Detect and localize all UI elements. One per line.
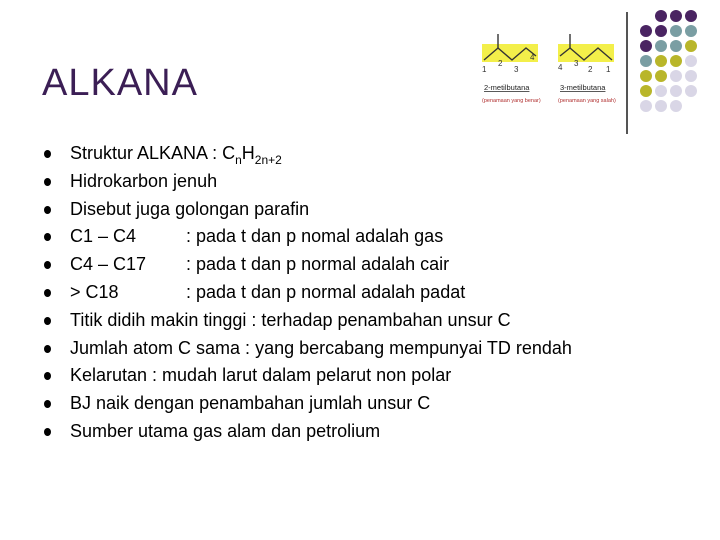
right-num-2: 2 — [588, 65, 593, 74]
decorative-dot — [640, 85, 652, 97]
left-num-2: 2 — [498, 59, 503, 68]
molecule-illustration — [478, 18, 618, 110]
decorative-dot — [655, 70, 667, 82]
decorative-dot — [640, 55, 652, 67]
decorative-dot — [655, 85, 667, 97]
left-num-1: 1 — [482, 65, 487, 74]
left-num-4: 4 — [530, 53, 535, 62]
decorative-dot — [655, 10, 667, 22]
vertical-divider — [626, 12, 628, 134]
bullet-dot-icon — [44, 233, 51, 241]
decorative-dot — [670, 70, 682, 82]
decorative-dot — [670, 25, 682, 37]
list-item: C4 – C17 : pada t dan p normal adalah cair — [44, 251, 572, 279]
decorative-dot — [685, 85, 697, 97]
bullet-dot-icon — [44, 317, 51, 325]
decorative-dot — [640, 40, 652, 52]
list-item: > C18 : pada t dan p normal adalah padat — [44, 279, 572, 307]
decorative-dot — [685, 25, 697, 37]
list-item: Titik didih makin tinggi : terhadap penambahan unsur C — [44, 307, 572, 335]
right-molecule-highlight — [558, 44, 614, 62]
list-item: BJ naik dengan penambahan jumlah unsur C — [44, 390, 572, 418]
bullet-dot-icon — [44, 206, 51, 214]
bullet-dot-icon — [44, 178, 51, 186]
decorative-dot — [640, 25, 652, 37]
decorative-dot — [670, 40, 682, 52]
bullet-list — [44, 140, 572, 446]
bullet-dot-icon — [44, 261, 51, 269]
decorative-dot — [670, 85, 682, 97]
bullet-dot-icon — [44, 345, 51, 353]
bullet-dot-icon — [44, 372, 51, 380]
decorative-dot — [655, 100, 667, 112]
decorative-dot — [685, 40, 697, 52]
left-molecule-caption: (penamaan yang benar) — [482, 98, 541, 104]
list-item: Jumlah atom C sama : yang bercabang mempunyai TD rendah — [44, 335, 572, 363]
left-num-3: 3 — [514, 65, 519, 74]
decorative-dot — [670, 100, 682, 112]
decorative-dot — [685, 55, 697, 67]
list-item: Struktur ALKANA : $C_nH_{2n+2}$ — [44, 140, 572, 168]
decorative-dot — [655, 25, 667, 37]
list-item: Disebut juga golongan parafin — [44, 196, 572, 224]
decorative-dot — [640, 70, 652, 82]
bullet-dot-icon — [44, 289, 51, 297]
right-num-4: 4 — [558, 63, 563, 72]
bullet-dot-icon — [44, 150, 51, 158]
right-num-3: 3 — [574, 59, 579, 68]
decorative-dot — [670, 55, 682, 67]
bullet-dot-icon — [44, 400, 51, 408]
decorative-dot — [655, 40, 667, 52]
right-molecule-name: 3-metilbutana — [560, 83, 606, 92]
right-molecule-caption: (penamaan yang salah) — [558, 98, 616, 104]
decorative-dot — [685, 70, 697, 82]
bullet-dot-icon — [44, 428, 51, 436]
list-item: C1 – C4 : pada t dan p nomal adalah gas — [44, 223, 572, 251]
decorative-dot — [640, 100, 652, 112]
decorative-dot — [670, 10, 682, 22]
decorative-dot — [685, 10, 697, 22]
right-num-1: 1 — [606, 65, 611, 74]
list-item: Kelarutan : mudah larut dalam pelarut non polar — [44, 362, 572, 390]
decorative-dot — [655, 55, 667, 67]
list-item: Sumber utama gas alam dan petrolium — [44, 418, 572, 446]
left-molecule-name: 2-metilbutana — [484, 83, 530, 92]
slide-title: ALKANA — [42, 62, 198, 104]
list-item: Hidrokarbon jenuh — [44, 168, 572, 196]
